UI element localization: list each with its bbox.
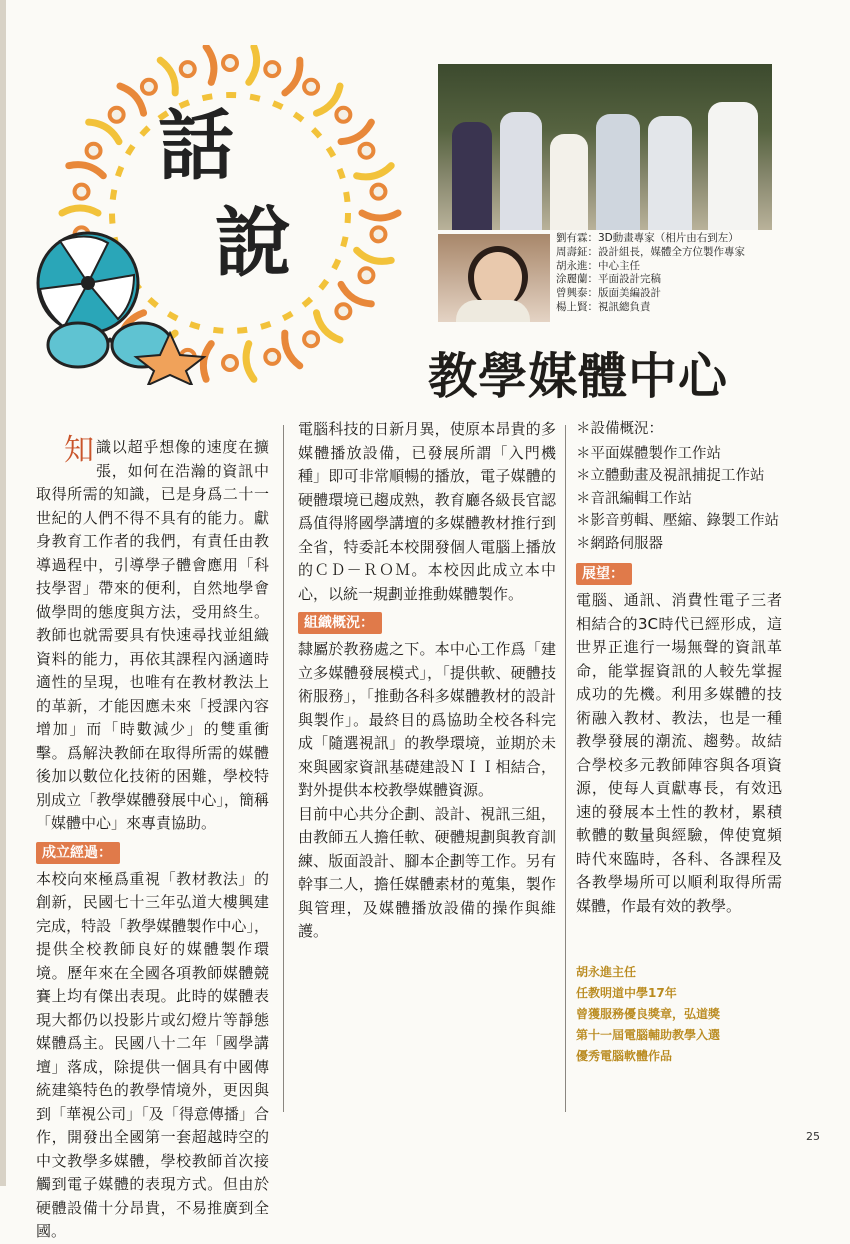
intro-paragraph: 知識以超乎想像的速度在擴張，如何在浩瀚的資訊中取得所需的知識，已是身爲二十一世紀的人們不得不具有的能力。獻身教育工作者的我們，有責任由教導過程中，引導學子體會應用「科技學習」帶來的便利，自然地學會做學問的態度與方法，受用終生。教師也就需要具有快速尋找並組織資料的能力，再依其課程內涵適時適性的呈現，也唯有在教材教法上的革新，才能因應未來「授課內容增加」而「時數減少」的雙重衝擊。爲解決教師在取得所需的媒體後加以數位化技術的困難，學校特別成立「教學媒體發展中心」，簡稱「媒體中心」來專責協助。 bbox=[36, 433, 269, 832]
sun-ray bbox=[62, 208, 98, 213]
sun-dot bbox=[359, 144, 373, 158]
sun-ray bbox=[357, 250, 392, 261]
section-tag-outlook: 展望： bbox=[576, 563, 632, 585]
page-edge bbox=[0, 0, 6, 1186]
list-item: ＊影音剪輯、壓縮、錄製工作站 bbox=[576, 513, 779, 529]
sun-dot bbox=[359, 268, 373, 282]
caption-line: 曾興泰：版面美編設計 bbox=[556, 287, 661, 300]
list-item: ＊網路伺服器 bbox=[576, 535, 663, 552]
sun-dot bbox=[110, 108, 124, 122]
caption-line: 周壽鉦：設計組長，媒體全方位製作專家 bbox=[556, 245, 745, 258]
sun-dot bbox=[75, 185, 89, 199]
sun-ray bbox=[285, 60, 300, 93]
sun-dot bbox=[336, 108, 350, 122]
title-char-2: 說 bbox=[215, 198, 291, 287]
person-figure bbox=[648, 116, 692, 230]
organization-paragraph: 隸屬於教務處之下。本中心工作爲「建立多媒體發展模式」，「提供軟、硬體技術服務」，「推動各科多媒體教材的設計與製作」。最終目的爲協助全校各科完成「隨選視訊」的教學環境，並期於未來與國家資訊基礎建設ＮＩＩ相結合，對外提供本校教學媒體資源。 bbox=[298, 640, 556, 799]
sun-ray bbox=[341, 122, 371, 141]
bio-line: 曾獲服務優良獎章，弘道獎 bbox=[576, 1007, 721, 1021]
sun-ray bbox=[89, 122, 119, 141]
sun-ray bbox=[341, 284, 371, 303]
sun-ray bbox=[246, 344, 254, 380]
page-heading: 教學媒體中心 bbox=[428, 347, 729, 405]
sun-dot bbox=[265, 62, 279, 76]
sun-dot bbox=[371, 185, 385, 199]
outlook-paragraph: 電腦、通訊、消費性電子三者相結合的3C時代已經形成，這世界正進行一場無聲的資訊革命，能掌握資訊的人較先掌握成功的先機。利用多媒體的技術融入教材、教法，也是一種教學發展的潮流、趨勢。故結合學校多元教師陣容與各項資源，使每人貢獻專長，有效迅速的發展本土性的教材，累積軟體的數量與經驗，俾使寬頻時代來臨時，各科、各課程及各教學場所可以順利取得所需媒體，作最有效的教學。 bbox=[576, 591, 782, 915]
column-divider bbox=[283, 425, 284, 1112]
sun-ray bbox=[203, 344, 211, 380]
sun-dot bbox=[265, 350, 279, 364]
portrait-body bbox=[456, 300, 530, 322]
sun-ray bbox=[249, 47, 257, 83]
bio-line: 任教明道中學17年 bbox=[576, 986, 677, 1000]
sun-ray bbox=[357, 166, 392, 177]
column-1 bbox=[36, 433, 269, 1244]
page-number: 25 bbox=[806, 1130, 820, 1143]
founding-paragraph: 本校向來極爲重視「教材教法」的創新，民國七十三年弘道大樓興建完成，特設「教學媒體製作中心」，提供全校教師良好的媒體製作環境。歷年來在全國各項教師媒體競賽上均有傑出表現。此時的媒體表現大都仍以投影片或幻燈片等靜態媒體爲主。民國八十二年「國學講壇」落成，除提供一個具有中國傳統建築特色的教學情境外，更因與到「華視公司」「及「得意傳播」合作，開發出全國第一套超越時空的中文教學多媒體，學校教師首次接觸到電子媒體的表現方式。但由於硬體設備十分昂貴，不易推廣到全國。 bbox=[36, 869, 269, 1240]
sun-ray bbox=[362, 213, 398, 218]
caption-line: 劉有霖：3D動畫專家（相片由右到左） bbox=[556, 232, 739, 244]
column-2 bbox=[298, 418, 556, 944]
section-tag-organization: 組織概況： bbox=[298, 612, 382, 634]
photo-caption bbox=[556, 232, 796, 315]
sun-dot bbox=[87, 144, 101, 158]
section-tag-founding: 成立經過： bbox=[36, 842, 120, 864]
caption-line: 胡永進：中心主任 bbox=[556, 259, 640, 272]
bio-line: 第十一屆電腦輔助教學入選 bbox=[576, 1028, 721, 1042]
title-char-1: 話 bbox=[158, 101, 234, 190]
list-item: ＊立體動畫及視訊捕捉工作站 bbox=[576, 468, 765, 484]
sun-dot bbox=[223, 356, 237, 370]
portrait-face bbox=[468, 246, 528, 308]
bio-line: 優秀電腦軟體作品 bbox=[576, 1049, 673, 1063]
person-figure bbox=[452, 122, 492, 230]
sun-ray bbox=[206, 47, 214, 83]
sun-dot bbox=[304, 332, 318, 346]
founding-paragraph-2: 電腦科技的日新月異，使原本昂貴的多媒體播放設備，已發展所謂「入門機種」即可非常順暢的播放，電子媒體的硬體環境已趨成熟，教育廳各級長官認爲值得將國學講壇的多媒體教材推行到全省，特委託本校開發個人電腦上播放的ＣＤ－ＲＯＭ。本校因此成立本中心，以統一規劃並推動媒體製作。 bbox=[298, 420, 556, 603]
drop-cap: 知 bbox=[64, 433, 94, 468]
person-figure bbox=[550, 134, 588, 230]
equipment-list bbox=[576, 443, 782, 556]
bio-line: 胡永進主任 bbox=[576, 965, 637, 979]
caption-line: 涂麗蘭：平面設計完稿 bbox=[556, 273, 661, 286]
author-bio bbox=[576, 962, 720, 1067]
beach-ball-icon bbox=[38, 233, 138, 333]
sun-ray bbox=[285, 333, 300, 366]
person-figure bbox=[596, 114, 640, 230]
person-figure bbox=[500, 112, 542, 230]
person-figure bbox=[708, 102, 758, 230]
list-item: ＊平面媒體製作工作站 bbox=[576, 445, 721, 462]
organization-paragraph-2: 目前中心共分企劃、設計、視訊三組，由教師五人擔任軟、硬體規劃與教育訓練、版面設計、腳本企劃等工作。另有幹事二人，擔任媒體素材的蒐集，製作與管理，及媒體播放設備的操作與維護。 bbox=[298, 804, 556, 940]
sun-ray bbox=[69, 165, 104, 176]
sun-dot bbox=[371, 227, 385, 241]
caption-line: 楊上賢：視訊總負責 bbox=[556, 300, 651, 313]
sun-dot bbox=[142, 80, 156, 94]
column-divider bbox=[565, 425, 566, 1112]
sun-ray bbox=[160, 60, 175, 93]
portrait-photo bbox=[438, 234, 550, 322]
group-photo bbox=[438, 64, 772, 230]
equipment-heading: ＊設備概況： bbox=[576, 421, 663, 437]
column-3 bbox=[576, 418, 782, 918]
sun-dot bbox=[336, 304, 350, 318]
sun-dot bbox=[223, 56, 237, 70]
list-item: ＊音訊編輯工作站 bbox=[576, 490, 692, 507]
sun-dot bbox=[181, 62, 195, 76]
sun-dot bbox=[304, 80, 318, 94]
